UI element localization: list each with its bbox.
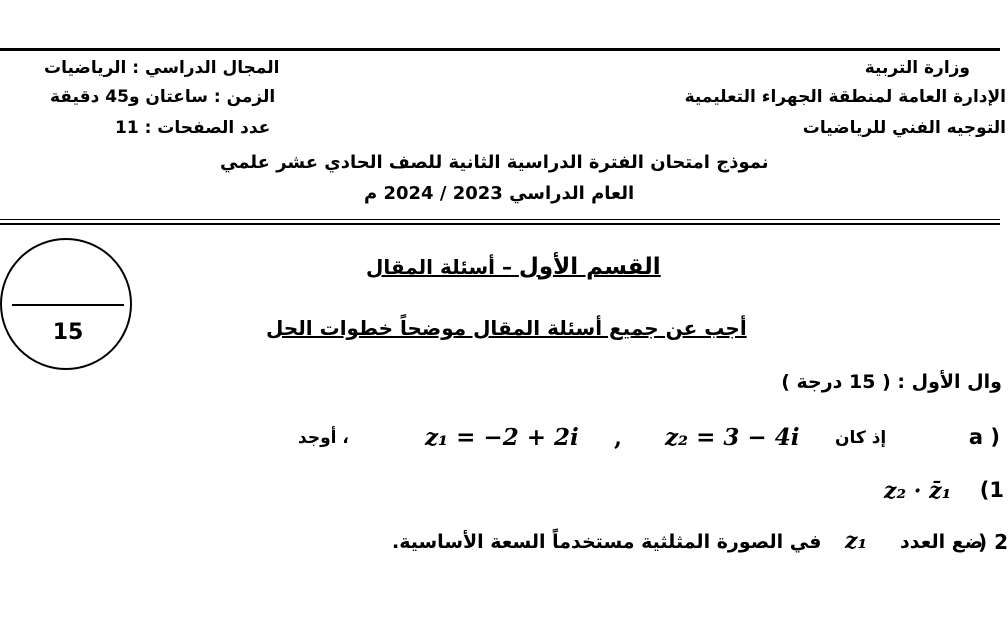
score-circle [0,238,132,370]
department-name: التوجيه الفني للرياضيات [802,118,1006,138]
score-divider [12,304,124,306]
item2-text-post: في الصورة المثلثية مستخدماً السعة الأساسية. [392,531,822,553]
if-text: إذ كان [835,428,887,448]
section-instruction: أجب عن جميع أسئلة المقال موضحاً خطوات الحل [266,316,747,340]
page-count-label: عدد الصفحات : 11 [115,118,271,138]
section-title-rest: – أسئلة المقال [366,255,512,279]
item2-text-pre: ضع العدد [900,531,984,553]
z1-definition: z₁ = −2 + 2i [425,424,579,451]
academic-year: العام الدراسي 2023 / 2024 م [364,183,635,204]
item2-variable: z₁ [845,528,868,554]
comma-separator: , [614,424,623,451]
top-rule [0,48,1000,51]
item2-label: ) 2 [977,530,1008,554]
header-double-rule-top [0,219,1000,220]
subject-label: المجال الدراسي : الرياضيات [44,58,280,78]
ministry-name: وزارة التربية [864,58,970,78]
district-name: الإدارة العامة لمنطقة الجهراء التعليمية [684,87,1006,107]
find-text: ، أوجد [298,428,349,448]
section-title-bold: القسم الأول [518,254,661,280]
section-title [366,254,661,280]
duration-label: الزمن : ساعتان و45 دقيقة [50,87,276,107]
score-total: 15 [52,320,84,345]
question1-heading: وال الأول : ( 15 درجة ) [781,371,1002,393]
item1-expression: z₂ · z̄₁ [884,478,952,504]
exam-title: نموذج امتحان الفترة الدراسية الثانية للصف الحادي عشر علمي [220,152,769,173]
part-a-label: a ) [968,425,1000,449]
z2-definition: z₂ = 3 − 4i [665,424,800,451]
header-double-rule-bottom [0,223,1000,225]
item1-label: (1 [979,478,1004,502]
